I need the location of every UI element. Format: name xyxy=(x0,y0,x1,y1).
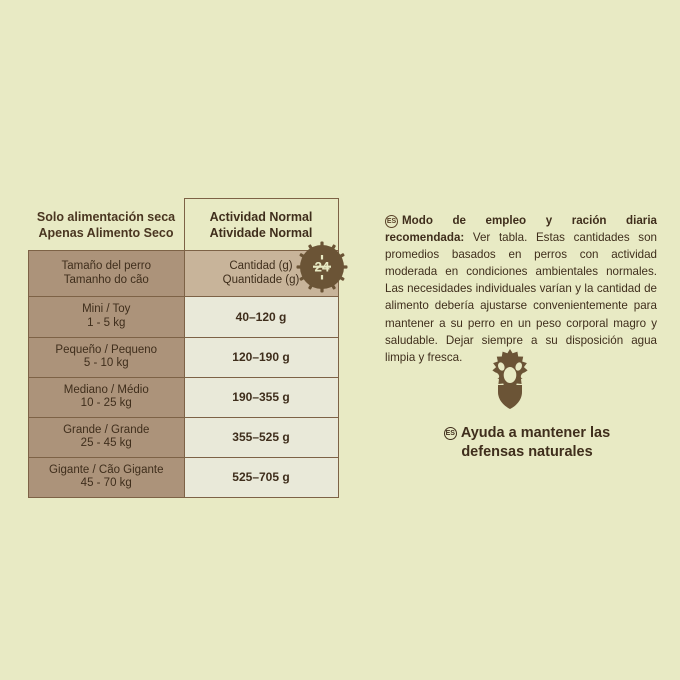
claim-line2: defensas naturales xyxy=(461,444,593,461)
dog-size-cell xyxy=(29,297,185,337)
table-header-left xyxy=(29,199,185,251)
subheader-left-line2: Tamanho do cão xyxy=(63,274,149,287)
usage-paragraph xyxy=(385,212,657,366)
dog-size-name: Mini / Toy xyxy=(82,303,131,316)
dog-size-cell xyxy=(29,417,185,457)
amount-value: 120–190 g xyxy=(232,349,290,364)
header-left-line2: Apenas Alimento Seco xyxy=(38,225,174,240)
table-row xyxy=(29,297,339,337)
claim-line1: Ayuda a mantener las xyxy=(460,425,611,441)
dog-size-weight: 25 - 45 kg xyxy=(80,437,132,450)
dog-size-name: Grande / Grande xyxy=(63,423,150,436)
amount-value: 525–705 g xyxy=(232,470,290,485)
dog-size-name: Mediano / Médio xyxy=(63,383,149,396)
dog-size-weight: 10 - 25 kg xyxy=(80,397,132,410)
dog-size-weight: 45 - 70 kg xyxy=(80,477,132,490)
dog-size-cell xyxy=(29,337,185,377)
paw-shield-emblem-icon xyxy=(482,348,538,410)
table-row xyxy=(29,457,339,497)
amount-cell xyxy=(184,377,338,417)
amount-cell xyxy=(184,337,338,377)
amount-cell xyxy=(184,457,338,497)
feeding-guide-table xyxy=(28,198,339,498)
24-hour-badge-icon xyxy=(295,240,349,294)
usage-title: Modo de empleo y ración diaria recomendada: xyxy=(385,213,657,244)
amount-value: 355–525 g xyxy=(232,430,290,445)
dog-size-weight: 1 - 5 kg xyxy=(87,316,126,329)
header-left-line1: Solo alimentación seca xyxy=(36,210,176,225)
amount-value: 190–355 g xyxy=(232,390,290,405)
dog-size-cell xyxy=(29,457,185,497)
amount-cell xyxy=(184,417,338,457)
dog-size-cell xyxy=(29,377,185,417)
dog-size-name: Pequeño / Pequeno xyxy=(55,343,158,356)
header-right-line2: Atividade Normal xyxy=(209,226,313,241)
product-claim xyxy=(402,424,652,462)
subheader-right-line2: Quantidade (g) xyxy=(222,274,300,287)
subheader-left-line1: Tamaño del perro xyxy=(61,259,151,272)
dog-size-weight: 5 - 10 kg xyxy=(83,357,129,370)
dog-size-name: Gigante / Cão Gigante xyxy=(49,463,164,476)
table-row xyxy=(29,417,339,457)
usage-body: Ver tabla. Estas cantidades son promedios basados en perros con actividad moderada en condiciones ambientales normales. Las necesidades individuales varían y la cantidad de alimento debería ajustarse convenientemente para mantener a su perro en un peso corporal magro y saludable. Dejar siempre a su disposición agua limpia y fresca. xyxy=(385,230,657,364)
language-mark-icon: ES xyxy=(385,215,398,228)
table-row xyxy=(29,377,339,417)
amount-cell xyxy=(184,297,338,337)
language-mark-icon: ES xyxy=(444,427,457,440)
table-subheader-row xyxy=(29,250,339,297)
subheader-right-line1: Cantidad (g) xyxy=(229,259,293,272)
header-right-line1: Actividad Normal xyxy=(209,210,313,224)
subheader-left xyxy=(29,250,185,297)
table-row xyxy=(29,337,339,377)
badge-value: 24 xyxy=(314,259,330,275)
amount-value: 40–120 g xyxy=(235,309,287,324)
table-header-row xyxy=(29,199,339,251)
